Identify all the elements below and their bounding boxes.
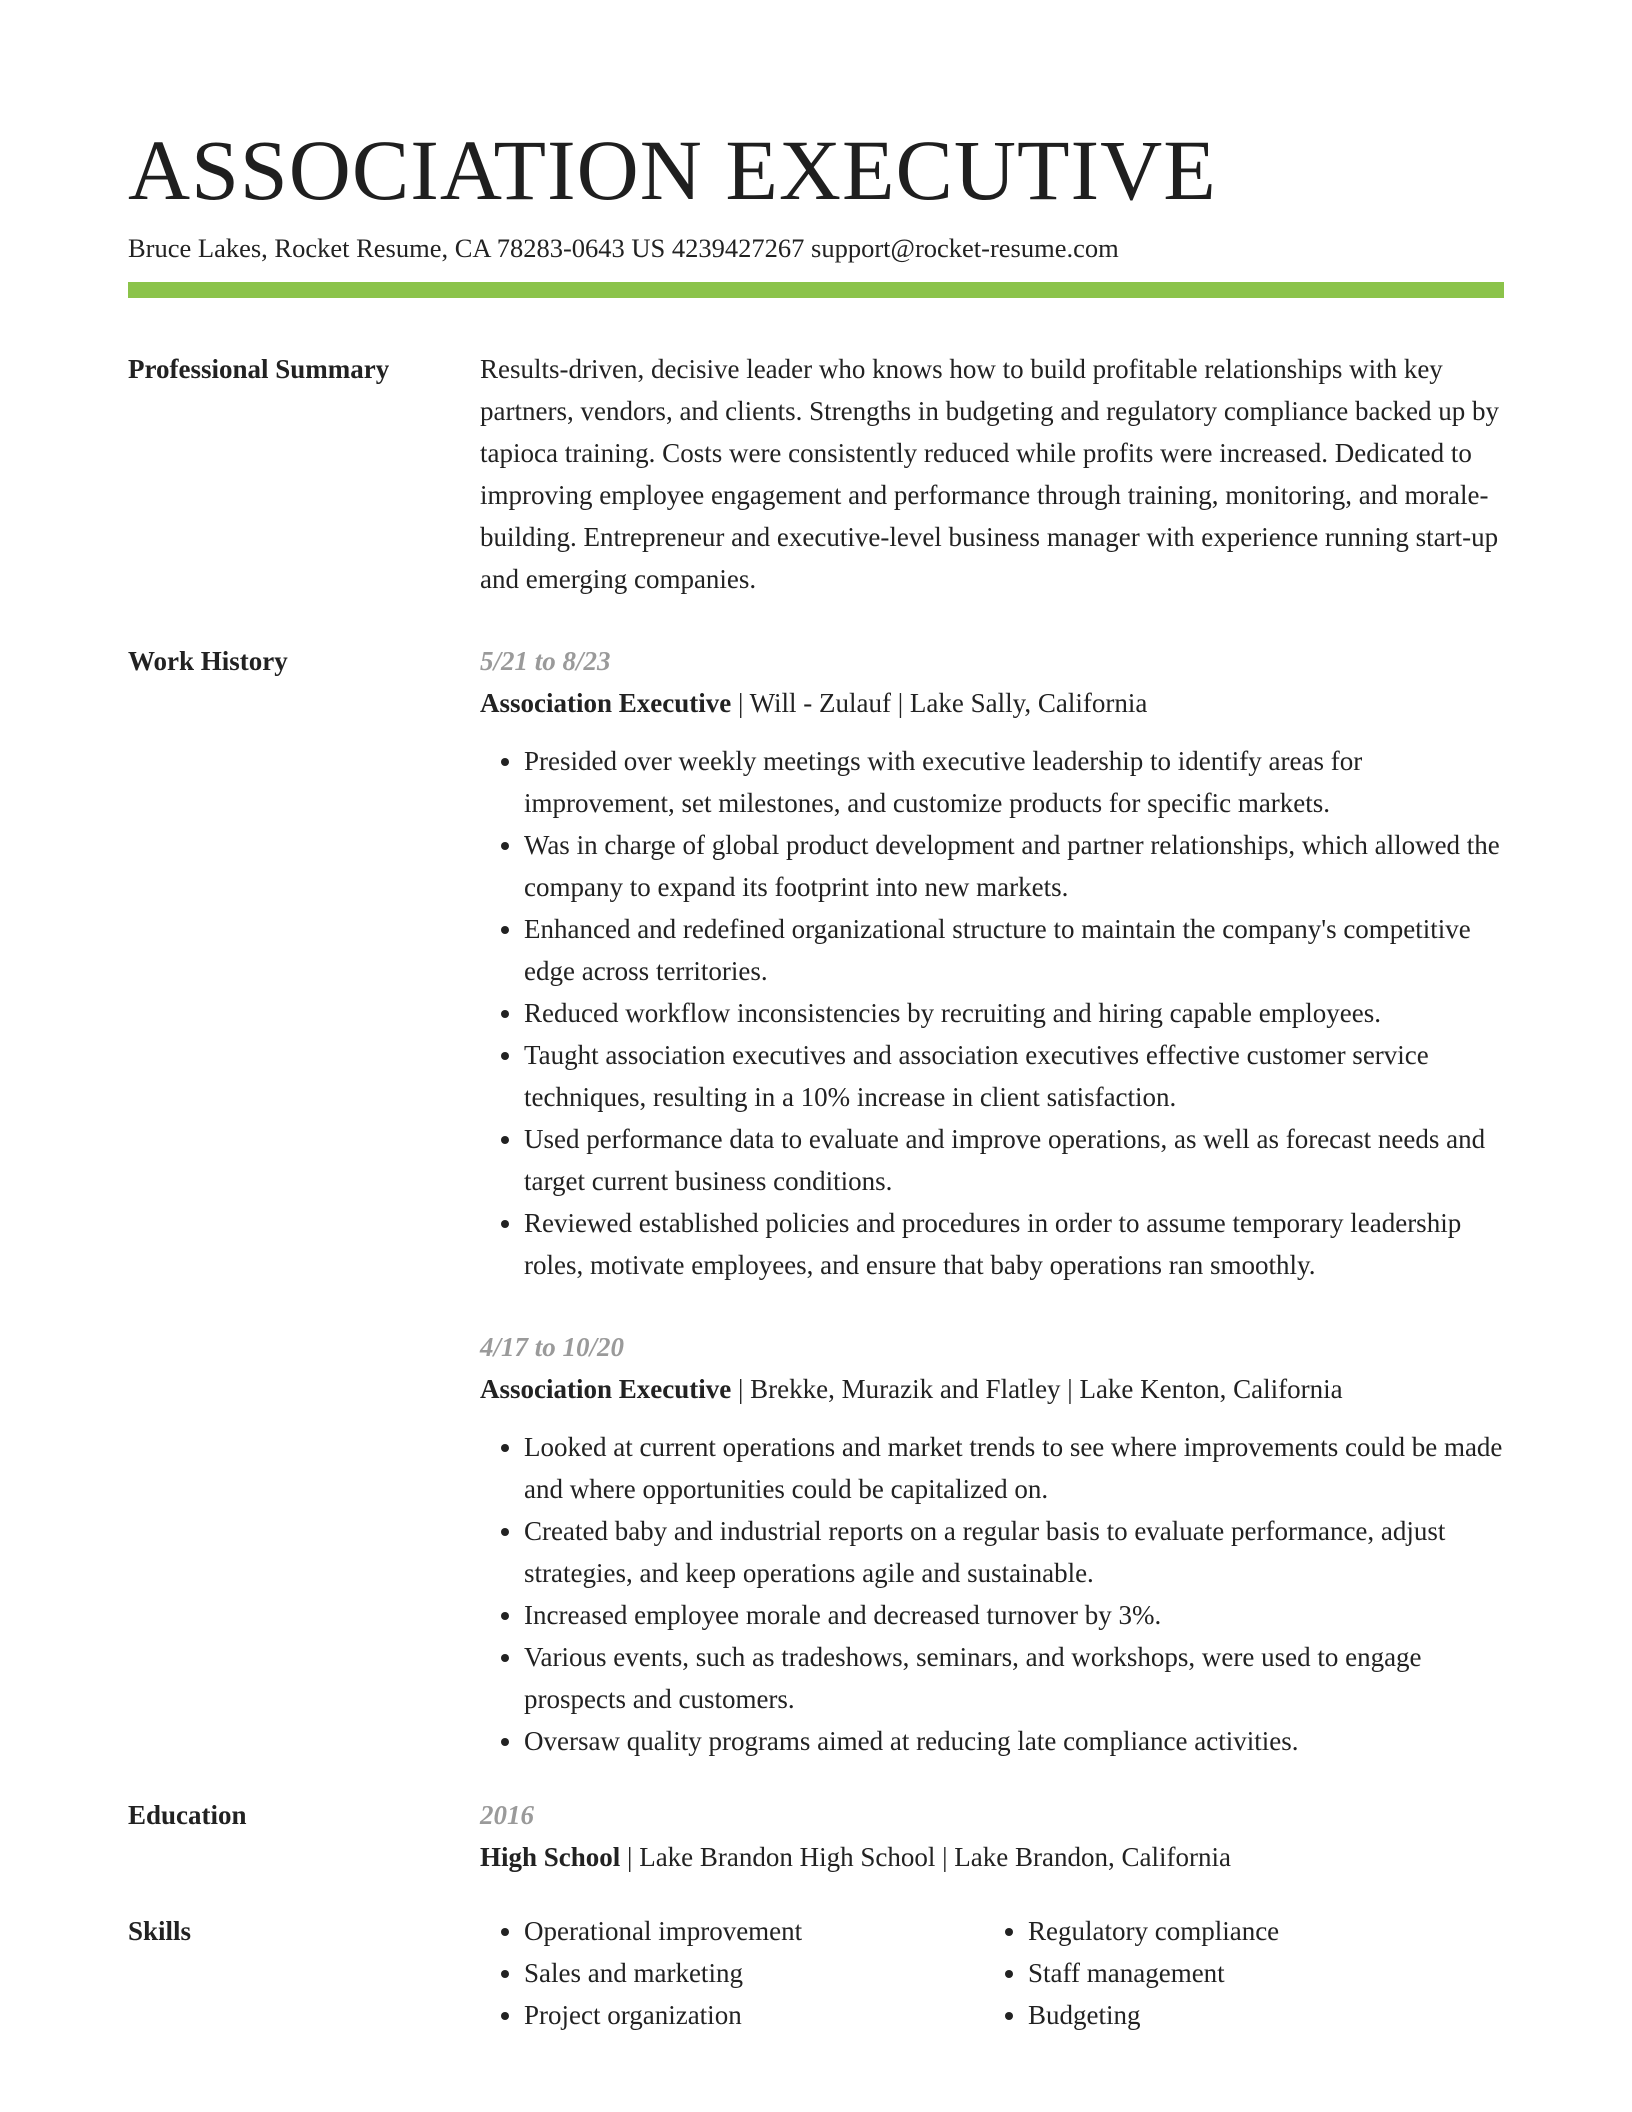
resume-page xyxy=(128,120,1504,2036)
skills-column-2 xyxy=(984,1910,1488,2036)
summary-text: Results-driven, decisive leader who knows how to build profitable relationships with key partners, vendors, and clients. Strengths in budgeting and regulatory compliance backed up by tapioca training. Costs were consistently reduced while profits were increased. Dedicated to improving employee engagement and performance through training, monitoring, and morale-building. Entrepreneur and executive-level business manager with experience running start-up and emerging companies. xyxy=(480,354,1499,594)
work-entry xyxy=(480,1326,1504,1762)
list-item: • Operational improvement xyxy=(524,1910,984,1952)
work-entry xyxy=(480,640,1504,1286)
list-item: • Increased employee morale and decreased turnover by 3%. xyxy=(524,1594,1504,1636)
list-item: • Presided over weekly meetings with executive leadership to identify areas for improvement, set milestones, and customize products for specific markets. xyxy=(524,740,1504,824)
work-dates: 5/21 to 8/23 xyxy=(480,646,611,676)
list-item: • Oversaw quality programs aimed at reducing late compliance activities. xyxy=(524,1720,1504,1762)
job-bullets xyxy=(480,1426,1504,1762)
section-label-skills: Skills xyxy=(128,1916,192,1946)
education-content xyxy=(480,1794,1504,1878)
work-dates: 4/17 to 10/20 xyxy=(480,1332,625,1362)
skills-grid xyxy=(480,1910,1504,2036)
job-title: Association Executive xyxy=(480,688,732,718)
list-item: • Reviewed established policies and procedures in order to assume temporary leadership roles, motivate employees, and ensure that baby operations ran smoothly. xyxy=(524,1202,1504,1286)
job-details: | Brekke, Murazik and Flatley | Lake Kenton, California xyxy=(731,1374,1343,1404)
list-item: • Various events, such as tradeshows, seminars, and workshops, were used to engage prospects and customers. xyxy=(524,1636,1504,1720)
skills-column-1 xyxy=(480,1910,984,2036)
section-professional-summary xyxy=(128,348,1504,600)
job-line xyxy=(480,682,1504,724)
contact-line: Bruce Lakes, Rocket Resume, CA 78283-0643 US 4239427267 support@rocket-resume.com xyxy=(128,233,1119,263)
job-title: Association Executive xyxy=(480,1374,732,1404)
list-item: • Used performance data to evaluate and improve operations, as well as forecast needs and target current business conditions. xyxy=(524,1118,1504,1202)
list-item: • Regulatory compliance xyxy=(1028,1910,1488,1952)
list-item: • Enhanced and redefined organizational structure to maintain the company's competitive edge across territories. xyxy=(524,908,1504,992)
accent-divider xyxy=(128,282,1504,298)
skills-content xyxy=(480,1910,1504,2036)
work-history-content xyxy=(480,640,1504,1762)
list-item: • Sales and marketing xyxy=(524,1952,984,1994)
section-education xyxy=(128,1794,1504,1878)
job-bullets xyxy=(480,740,1504,1286)
list-item: • Was in charge of global product development and partner relationships, which allowed the company to expand its footprint into new markets. xyxy=(524,824,1504,908)
list-item: • Taught association executives and association executives effective customer service techniques, resulting in a 10% increase in client satisfaction. xyxy=(524,1034,1504,1118)
list-item: • Budgeting xyxy=(1028,1994,1488,2036)
job-line xyxy=(480,1368,1504,1410)
section-label-summary: Professional Summary xyxy=(128,354,390,384)
section-label-education: Education xyxy=(128,1800,247,1830)
section-work-history xyxy=(128,640,1504,1762)
list-item: • Project organization xyxy=(524,1994,984,2036)
summary-content xyxy=(480,348,1504,600)
section-label-work-history: Work History xyxy=(128,646,288,676)
list-item: • Created baby and industrial reports on a regular basis to evaluate performance, adjust strategies, and keep operations agile and sustainable. xyxy=(524,1510,1504,1594)
list-item: • Looked at current operations and market trends to see where improvements could be made and where opportunities could be capitalized on. xyxy=(524,1426,1504,1510)
education-dates: 2016 xyxy=(480,1800,534,1830)
education-line xyxy=(480,1836,1504,1878)
education-degree: High School xyxy=(480,1842,621,1872)
education-details: | Lake Brandon High School | Lake Brandon, California xyxy=(620,1842,1231,1872)
list-item: • Staff management xyxy=(1028,1952,1488,1994)
job-details: | Will - Zulauf | Lake Sally, California xyxy=(731,688,1148,718)
list-item: • Reduced workflow inconsistencies by recruiting and hiring capable employees. xyxy=(524,992,1504,1034)
resume-name-heading: ASSOCIATION EXECUTIVE xyxy=(128,122,1217,218)
section-skills xyxy=(128,1910,1504,2036)
